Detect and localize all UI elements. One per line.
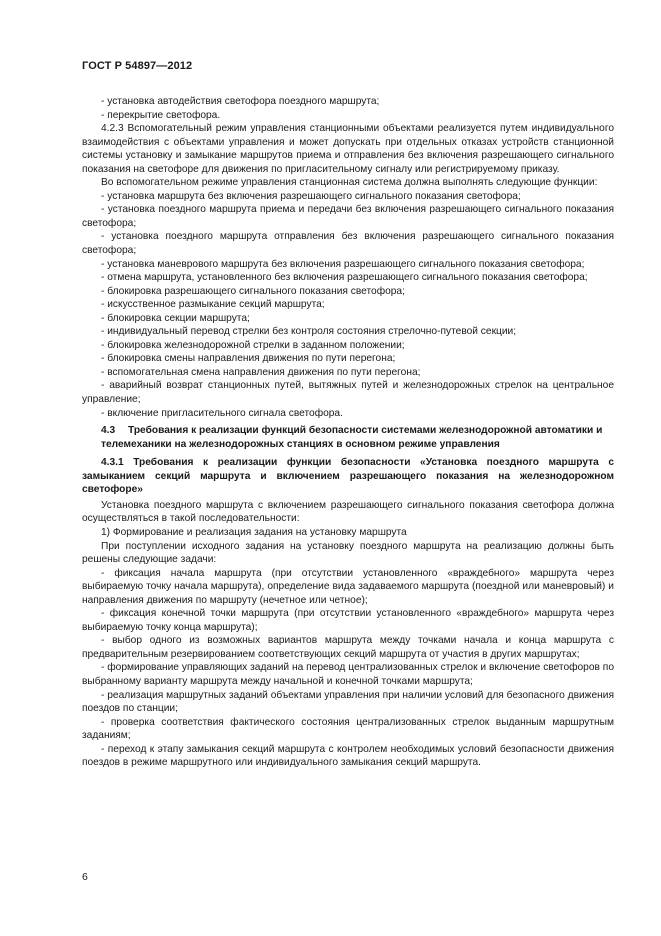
paragraph: Во вспомогательном режиме управления станционная система должна выполнять следующие функции: [101,177,598,189]
list-item: - проверка соответствия фактического состояния централизованных стрелок выданным маршрутным заданиям; [82,716,614,742]
list-item: - переход к этапу замыкания секций маршрута с контролем необходимых условий безопасности движения поездов в режиме маршрутного или индивидуального замыкания секций маршрута. [82,743,614,769]
list-item: - аварийный возврат станционных путей, вытяжных путей и железнодорожных стрелок на центральное управление; [82,380,614,406]
list-item: - вспомогательная смена направления движения по пути перегона; [101,366,421,378]
list-item: - блокировка секции маршрута; [101,312,250,324]
paragraph: 4.2.3 Вспомогательный режим управления станционными объектами реализуется путем индивидуального взаимодействия с объектами управления и может допускать при отдельных отказах устройств станционной системы установку и замыкание маршрутов приема и отправления без включения разрешающего сигнального показания на светофоре для движения по пригласительному сигналу или регистрируемому приказу. [82,123,614,175]
list-item: - искусственное размыкание секций маршрута; [101,299,325,311]
document-body [82,95,614,770]
paragraph: - перекрытие светофора. [101,109,221,121]
paragraph: - установка автодействия светофора поездного маршрута; [101,96,380,107]
list-item: - реализация маршрутных заданий объектами управления при наличии условий для безопасного движения поездов по станции; [82,689,614,715]
subsection-heading-4-3-1: 4.3.1 Требования к реализации функции безопасности «Установка поездного маршрута с замыканием секций маршрута и включением разрешающего показания на железнодорожном светофоре» [82,457,614,496]
paragraph: Установка поездного маршрута с включением разрешающего сигнального показания светофора должна осуществляться в такой последовательности: [82,499,614,525]
list-item: - блокировка разрешающего сигнального показания светофора; [101,285,405,297]
list-item: - установка маневрового маршрута без включения разрешающего сигнального показания светофора; [101,258,585,270]
list-item: - установка поездного маршрута отправления без включения разрешающего сигнального показания светофора; [82,231,614,257]
page-number: 6 [82,871,88,883]
list-item: - блокировка железнодорожной стрелки в заданном положении; [101,339,405,351]
list-item: - выбор одного из возможных вариантов маршрута между точками начала и конца маршрута с предварительным резервированием соответствующих секций маршрута от участия в других маршрутах; [82,635,614,660]
list-item: - блокировка смены направления движения по пути перегона; [101,353,396,365]
list-item: - установка поездного маршрута приема и передачи без включения разрешающего сигнального показания светофора; [82,204,614,229]
list-item: - установка маршрута без включения разрешающего сигнального показания светофора; [101,190,521,202]
section-title: Требования к реализации функций безопасности системами железнодорожной автоматики и телемеханики на железнодорожных станциях в основном режиме управления [101,425,603,450]
list-item: - включение пригласительного сигнала светофора. [101,407,343,419]
list-item: - фиксация начала маршрута (при отсутствии установленного «враждебного» маршрута через выбираемую точку начала маршрута), определение вида задаваемого маршрута (поездной или маневровый) и направления движения по маршруту (нечетное или четное); [82,567,614,606]
section-heading-4-3 [82,424,614,451]
list-item: - фиксация конечной точки маршрута (при отсутствии установленного «враждебного» маршрута через выбираемую точку конца маршрута); [82,608,614,633]
document-header: ГОСТ Р 54897—2012 [82,60,193,72]
paragraph: При поступлении исходного задания на установку поездного маршрута на реализацию должны быть решены следующие задачи: [82,540,614,566]
paragraph: 1) Формирование и реализация задания на установку маршрута [101,526,407,538]
section-number: 4.3 [101,425,116,437]
list-item: - формирование управляющих заданий на перевод централизованных стрелок и включение светофоров по выбранному варианту маршрута между начальной и конечной точками маршрута; [82,662,614,687]
list-item: - отмена маршрута, установленного без включения разрешающего сигнального показания светофора; [101,272,588,284]
list-item: - индивидуальный перевод стрелки без контроля состояния стрелочно-путевой секции; [101,326,517,338]
